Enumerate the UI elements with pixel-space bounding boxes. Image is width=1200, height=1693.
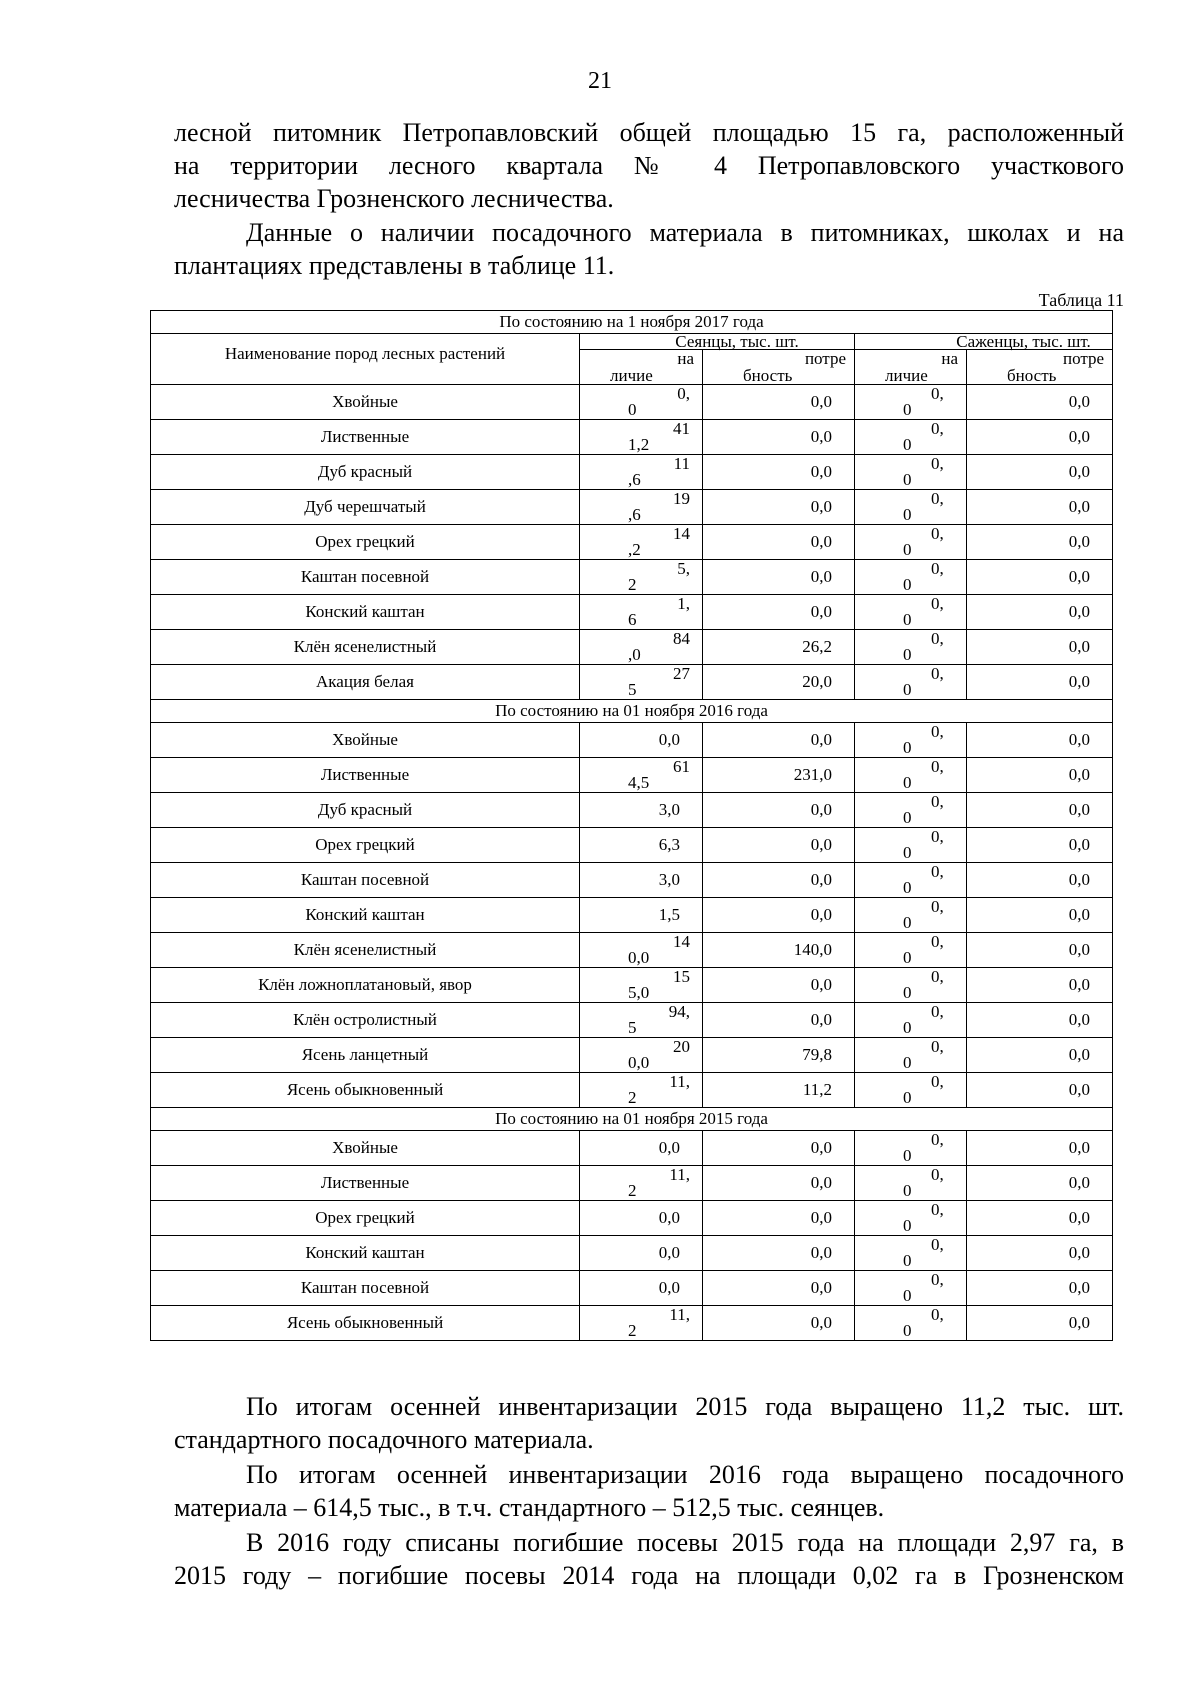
subheader-text: потре	[804, 349, 846, 368]
value-part: 0	[903, 470, 912, 489]
saplings-presence	[855, 1236, 967, 1271]
seedlings-presence: 0,0	[580, 1131, 703, 1166]
saplings-presence	[855, 385, 967, 420]
seedlings-presence: 3,0	[580, 793, 703, 828]
value-part: 0	[628, 400, 637, 419]
value-part: 0	[903, 1018, 912, 1037]
species-name: Каштан посевной	[151, 560, 580, 595]
species-name: Клён ясенелистный	[151, 630, 580, 665]
value-part: ,6	[628, 470, 641, 489]
value-part: 0	[903, 1053, 912, 1072]
saplings-need: 0,0	[967, 968, 1113, 1003]
seedlings-need: 0,0	[703, 1003, 855, 1038]
value-part: 0,	[931, 629, 944, 648]
outro2-line: По итогам осенней инвентаризации 2016 года выращено посадочного	[246, 1460, 1124, 1489]
seedlings-presence	[580, 968, 703, 1003]
subheader-presence	[855, 350, 967, 385]
value-part: 0,	[931, 1130, 944, 1149]
seedlings-presence	[580, 560, 703, 595]
value-part: 0	[903, 1146, 912, 1165]
value-part: 0	[903, 1286, 912, 1305]
table-row	[151, 1201, 1113, 1236]
saplings-presence	[855, 665, 967, 700]
outro1-line: По итогам осенней инвентаризации 2015 года выращено 11,2 тыс. шт.	[246, 1392, 1124, 1421]
value-part: 0,	[931, 1037, 944, 1056]
seedlings-presence: 1,5	[580, 898, 703, 933]
intro2-line: плантациях представлены в таблице 11.	[174, 251, 615, 280]
section-title: По состоянию на 01 ноября 2015 года	[151, 1108, 1113, 1131]
species-name: Конский каштан	[151, 898, 580, 933]
seedlings-need: 0,0	[703, 1166, 855, 1201]
seedlings-need: 140,0	[703, 933, 855, 968]
value-part: 0,	[931, 932, 944, 951]
outro2-paragraph	[174, 1458, 1124, 1524]
table-row	[151, 723, 1113, 758]
table-row	[151, 1236, 1113, 1271]
value-part: 5,	[677, 559, 690, 578]
value-part: 0,	[931, 664, 944, 683]
value-part: 2	[628, 1321, 637, 1340]
value-part: 4,5	[628, 773, 650, 792]
seedlings-presence	[580, 1306, 703, 1341]
table-row	[151, 793, 1113, 828]
table-row	[151, 1306, 1113, 1341]
table-row	[151, 1003, 1113, 1038]
saplings-presence	[855, 898, 967, 933]
intro-line: на территории лесного квартала № 4 Петропавловского участкового	[174, 151, 1124, 180]
saplings-need: 0,0	[967, 1073, 1113, 1108]
section-title: По состоянию на 1 ноября 2017 года	[151, 311, 1113, 334]
saplings-need: 0,0	[967, 1306, 1113, 1341]
subheader-text: бность	[743, 366, 793, 385]
outro3-line: В 2016 году списаны погибшие посевы 2015 года на площади 2,97 га, в	[246, 1528, 1124, 1557]
value-part: 0,	[931, 1270, 944, 1289]
saplings-presence	[855, 793, 967, 828]
seedlings-presence	[580, 933, 703, 968]
seedlings-need: 0,0	[703, 1131, 855, 1166]
saplings-presence	[855, 490, 967, 525]
value-part: 11,	[669, 1305, 690, 1324]
value-part: 0	[903, 913, 912, 932]
value-part: 0	[903, 1321, 912, 1340]
value-part: 6	[628, 610, 637, 629]
value-part: 0,	[931, 722, 944, 741]
species-name: Клён остролистный	[151, 1003, 580, 1038]
seedlings-presence	[580, 1073, 703, 1108]
table-row	[151, 1131, 1113, 1166]
value-part: 0,	[931, 384, 944, 403]
table-row	[151, 1271, 1113, 1306]
value-part: 0	[903, 1251, 912, 1270]
seedlings-presence	[580, 525, 703, 560]
table-row	[151, 630, 1113, 665]
table-row	[151, 898, 1113, 933]
seedlings-need: 0,0	[703, 898, 855, 933]
value-part: 14	[673, 932, 690, 951]
species-name: Хвойные	[151, 1131, 580, 1166]
seedlings-need: 26,2	[703, 630, 855, 665]
outro3-line: 2015 году – погибшие посевы 2014 года на площади 0,02 га в Грозненском	[174, 1561, 1124, 1590]
saplings-presence	[855, 1306, 967, 1341]
saplings-need: 0,0	[967, 933, 1113, 968]
value-part: 0	[903, 1088, 912, 1107]
seedlings-presence	[580, 420, 703, 455]
value-part: 0,	[931, 454, 944, 473]
table-row	[151, 420, 1113, 455]
species-name: Хвойные	[151, 385, 580, 420]
value-part: 0	[903, 1216, 912, 1235]
species-name: Орех грецкий	[151, 1201, 580, 1236]
seedlings-presence: 0,0	[580, 1271, 703, 1306]
value-part: 0	[903, 738, 912, 757]
seedlings-need: 0,0	[703, 1201, 855, 1236]
seedlings-need: 0,0	[703, 420, 855, 455]
species-name: Дуб красный	[151, 793, 580, 828]
seedlings-need: 0,0	[703, 828, 855, 863]
outro1-line: стандартного посадочного материала.	[174, 1425, 594, 1454]
seedlings-presence	[580, 490, 703, 525]
species-name: Конский каштан	[151, 1236, 580, 1271]
value-part: 0,	[931, 967, 944, 986]
subheader-text: бность	[1007, 366, 1057, 385]
saplings-need: 0,0	[967, 595, 1113, 630]
seedlings-presence	[580, 455, 703, 490]
saplings-need: 0,0	[967, 828, 1113, 863]
value-part: 0,	[931, 1165, 944, 1184]
section-title: По состоянию на 01 ноября 2016 года	[151, 700, 1113, 723]
saplings-need: 0,0	[967, 560, 1113, 595]
value-part: 5	[628, 680, 637, 699]
value-part: 0,	[931, 897, 944, 916]
header-name: Наименование пород лесных растений	[151, 334, 580, 385]
value-part: ,2	[628, 540, 641, 559]
table-row	[151, 933, 1113, 968]
header-seedlings: Сеянцы, тыс. шт.	[580, 334, 855, 350]
table-row	[151, 560, 1113, 595]
value-part: 0,	[931, 1200, 944, 1219]
seedlings-need: 0,0	[703, 793, 855, 828]
subheader-need	[703, 350, 855, 385]
table-row	[151, 758, 1113, 793]
saplings-need: 0,0	[967, 455, 1113, 490]
seedlings-need: 0,0	[703, 595, 855, 630]
table-row	[151, 968, 1113, 1003]
saplings-need: 0,0	[967, 525, 1113, 560]
value-part: 0	[903, 1181, 912, 1200]
species-name: Клён ясенелистный	[151, 933, 580, 968]
species-name: Акация белая	[151, 665, 580, 700]
table-row	[151, 525, 1113, 560]
saplings-need: 0,0	[967, 863, 1113, 898]
seedlings-need: 0,0	[703, 385, 855, 420]
saplings-presence	[855, 1166, 967, 1201]
value-part: 0	[903, 983, 912, 1002]
value-part: 41	[673, 419, 690, 438]
seedlings-need: 0,0	[703, 490, 855, 525]
value-part: 0	[903, 540, 912, 559]
seedlings-presence: 6,3	[580, 828, 703, 863]
value-part: 27	[673, 664, 690, 683]
value-part: 20	[673, 1037, 690, 1056]
value-part: 0,	[931, 489, 944, 508]
value-part: 0,	[931, 827, 944, 846]
value-part: 0,	[931, 1002, 944, 1021]
value-part: 2	[628, 1181, 637, 1200]
species-name: Хвойные	[151, 723, 580, 758]
value-part: 14	[673, 524, 690, 543]
subheader-need	[967, 350, 1113, 385]
value-part: 15	[673, 967, 690, 986]
subheader-text: на	[941, 349, 958, 368]
saplings-presence	[855, 1038, 967, 1073]
saplings-presence	[855, 560, 967, 595]
table-row	[151, 665, 1113, 700]
intro-paragraph	[174, 116, 1124, 215]
table-row	[151, 1038, 1113, 1073]
value-part: 0	[903, 575, 912, 594]
saplings-presence	[855, 933, 967, 968]
value-part: 0,	[931, 1305, 944, 1324]
seedlings-need: 79,8	[703, 1038, 855, 1073]
value-part: 0,	[931, 419, 944, 438]
seedlings-presence: 0,0	[580, 723, 703, 758]
value-part: 0,	[677, 384, 690, 403]
saplings-need: 0,0	[967, 1038, 1113, 1073]
value-part: 0,	[931, 524, 944, 543]
table-row	[151, 1166, 1113, 1201]
value-part: 0,	[931, 559, 944, 578]
value-part: 0,	[931, 757, 944, 776]
value-part: 0	[903, 773, 912, 792]
species-name: Лиственные	[151, 758, 580, 793]
saplings-presence	[855, 630, 967, 665]
saplings-presence	[855, 1201, 967, 1236]
saplings-need: 0,0	[967, 420, 1113, 455]
saplings-presence	[855, 525, 967, 560]
seedlings-need: 0,0	[703, 1306, 855, 1341]
seedlings-presence	[580, 1166, 703, 1201]
value-part: 0	[903, 808, 912, 827]
value-part: 0	[903, 878, 912, 897]
value-part: 2	[628, 575, 637, 594]
outro2-line: материала – 614,5 тыс., в т.ч. стандартного – 512,5 тыс. сеянцев.	[174, 1493, 885, 1522]
saplings-presence	[855, 828, 967, 863]
species-name: Каштан посевной	[151, 863, 580, 898]
saplings-need: 0,0	[967, 1131, 1113, 1166]
header-saplings: Саженцы, тыс. шт.	[855, 334, 1113, 350]
subheader-presence	[580, 350, 703, 385]
saplings-presence	[855, 968, 967, 1003]
species-name: Ясень обыкновенный	[151, 1306, 580, 1341]
value-part: 11,	[669, 1072, 690, 1091]
seedlings-presence: 0,0	[580, 1236, 703, 1271]
species-name: Лиственные	[151, 1166, 580, 1201]
table-row	[151, 595, 1113, 630]
value-part: 84	[673, 629, 690, 648]
saplings-need: 0,0	[967, 723, 1113, 758]
saplings-need: 0,0	[967, 1003, 1113, 1038]
value-part: 0	[903, 680, 912, 699]
saplings-need: 0,0	[967, 758, 1113, 793]
intro2-line: Данные о наличии посадочного материала в питомниках, школах и на	[246, 218, 1124, 247]
saplings-need: 0,0	[967, 793, 1113, 828]
saplings-presence	[855, 455, 967, 490]
value-part: 11,	[669, 1165, 690, 1184]
intro-line: лесной питомник Петропавловский общей площадью 15 га, расположенный	[174, 118, 1124, 147]
value-part: 2	[628, 1088, 637, 1107]
species-name: Конский каштан	[151, 595, 580, 630]
subheader-text: на	[677, 349, 694, 368]
value-part: 94,	[668, 1002, 690, 1021]
outro1-paragraph	[174, 1390, 1124, 1456]
saplings-presence	[855, 863, 967, 898]
section-row	[151, 311, 1113, 334]
page-number: 21	[588, 68, 612, 94]
table-row	[151, 1073, 1113, 1108]
saplings-need: 0,0	[967, 898, 1113, 933]
table-row	[151, 863, 1113, 898]
seedlings-presence	[580, 758, 703, 793]
seedlings-need: 0,0	[703, 723, 855, 758]
value-part: 0	[903, 610, 912, 629]
saplings-need: 0,0	[967, 490, 1113, 525]
value-part: 1,2	[628, 435, 650, 454]
seedlings-need: 0,0	[703, 1236, 855, 1271]
seedlings-presence	[580, 665, 703, 700]
species-name: Орех грецкий	[151, 525, 580, 560]
value-part: 0	[903, 435, 912, 454]
value-part: ,0	[628, 645, 641, 664]
value-part: 0,	[931, 594, 944, 613]
value-part: 0,	[931, 862, 944, 881]
table-row	[151, 828, 1113, 863]
seedlings-presence	[580, 1038, 703, 1073]
saplings-presence	[855, 723, 967, 758]
saplings-need: 0,0	[967, 1236, 1113, 1271]
value-part: 61	[673, 757, 690, 776]
seedlings-need: 231,0	[703, 758, 855, 793]
seedlings-need: 20,0	[703, 665, 855, 700]
intro-line: лесничества Грозненского лесничества.	[174, 184, 614, 213]
value-part: 0	[903, 843, 912, 862]
saplings-presence	[855, 595, 967, 630]
saplings-need: 0,0	[967, 1201, 1113, 1236]
saplings-need: 0,0	[967, 665, 1113, 700]
saplings-need: 0,0	[967, 1271, 1113, 1306]
species-name: Ясень ланцетный	[151, 1038, 580, 1073]
saplings-presence	[855, 1131, 967, 1166]
value-part: 0,	[931, 1235, 944, 1254]
saplings-need: 0,0	[967, 1166, 1113, 1201]
outro3-paragraph	[174, 1526, 1124, 1592]
saplings-presence	[855, 420, 967, 455]
species-name: Дуб красный	[151, 455, 580, 490]
value-part: 11	[673, 454, 690, 473]
value-part: 19	[673, 489, 690, 508]
table-row	[151, 490, 1113, 525]
intro2-paragraph	[174, 216, 1124, 282]
seedlings-need: 0,0	[703, 560, 855, 595]
species-name: Ясень обыкновенный	[151, 1073, 580, 1108]
subheader-text: личие	[610, 366, 653, 385]
value-part: 0	[903, 400, 912, 419]
value-part: 0,	[931, 1072, 944, 1091]
value-part: 0,	[931, 792, 944, 811]
value-part: 5,0	[628, 983, 650, 1002]
value-part: 0	[903, 505, 912, 524]
seedlings-need: 11,2	[703, 1073, 855, 1108]
header-row	[151, 334, 1113, 350]
table-row	[151, 455, 1113, 490]
seedlings-need: 0,0	[703, 1271, 855, 1306]
value-part: 0,0	[628, 1053, 650, 1072]
value-part: 0	[903, 948, 912, 967]
seedlings-need: 0,0	[703, 863, 855, 898]
seedlings-presence: 3,0	[580, 863, 703, 898]
saplings-presence	[855, 1073, 967, 1108]
section-row	[151, 700, 1113, 723]
saplings-need: 0,0	[967, 630, 1113, 665]
seedlings-need: 0,0	[703, 525, 855, 560]
value-part: 0	[903, 645, 912, 664]
seedlings-table	[150, 310, 1113, 1341]
saplings-presence	[855, 1271, 967, 1306]
saplings-need: 0,0	[967, 385, 1113, 420]
species-name: Каштан посевной	[151, 1271, 580, 1306]
section-row	[151, 1108, 1113, 1131]
species-name: Дуб черешчатый	[151, 490, 580, 525]
subheader-text: потре	[1062, 349, 1105, 368]
species-name: Орех грецкий	[151, 828, 580, 863]
seedlings-presence: 0,0	[580, 1201, 703, 1236]
seedlings-presence	[580, 1003, 703, 1038]
species-name: Лиственные	[151, 420, 580, 455]
saplings-presence	[855, 758, 967, 793]
table-row	[151, 385, 1113, 420]
value-part: 5	[628, 1018, 637, 1037]
seedlings-need: 0,0	[703, 968, 855, 1003]
table-caption: Таблица 11	[1038, 290, 1124, 310]
species-name: Клён ложноплатановый, явор	[151, 968, 580, 1003]
saplings-presence	[855, 1003, 967, 1038]
value-part: 0,0	[628, 948, 650, 967]
value-part: 1,	[677, 594, 690, 613]
seedlings-need: 0,0	[703, 455, 855, 490]
seedlings-presence	[580, 595, 703, 630]
subheader-text: личие	[885, 366, 928, 385]
seedlings-presence	[580, 385, 703, 420]
value-part: ,6	[628, 505, 641, 524]
seedlings-presence	[580, 630, 703, 665]
